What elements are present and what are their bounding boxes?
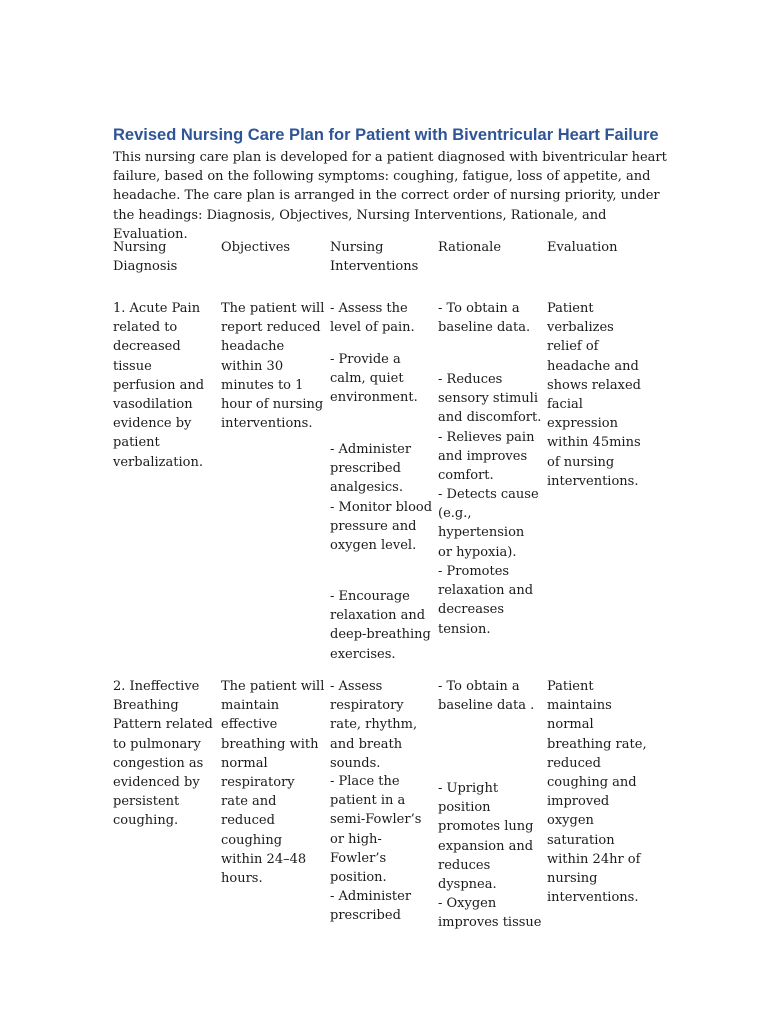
row1-intervention-3: - Administer prescribed analgesics. <box>330 442 412 496</box>
row2-intervention-2: - Place the patient in a semi-Fowler’s or high-Fowler’s position. <box>330 774 422 886</box>
intro-paragraph: This nursing care plan is developed for a patient diagnosed with biventricular heart failure, based on the following symptoms: coughing, fatigue, loss of appetite, and headache. The care plan is arranged in the correct order of nursing priority, under the headings: Diagnosis, Objectives, Nursing Interventions, Rationale, and Evaluation. <box>113 150 667 242</box>
row2-evaluation: Patient maintains normal breathing rate, reduced coughing and improved oxygen saturation within 24hr of nursing interventions. <box>547 679 647 906</box>
row1-intervention-5: - Encourage relaxation and deep-breathing exercises. <box>330 589 431 662</box>
header-rationale: Rationale <box>438 240 502 255</box>
row2-rationale-3: - Oxygen improves tissue <box>438 896 542 931</box>
row1-rationale-3: - Relieves pain and improves comfort. <box>438 430 535 484</box>
row2-objective: The patient will maintain effective breathing with normal respiratory rate and reduced coughing within 24–48 hours. <box>221 679 325 887</box>
row2-rationale-2: - Upright position promotes lung expansion and reduces dyspnea. <box>438 781 534 893</box>
row2-intervention-3: - Administer prescribed <box>330 889 412 924</box>
row2-rationale-1: - To obtain a baseline data . <box>438 679 535 714</box>
row1-intervention-2: - Provide a calm, quiet environment. <box>330 352 418 406</box>
row1-evaluation: Patient verbalizes relief of headache and shows relaxed facial expression within 45mins of nursing interventions. <box>547 301 641 489</box>
row2-diagnosis: 2. Ineffective Breathing Pattern related to pulmonary congestion as evidenced by persistent coughing. <box>113 679 213 829</box>
header-objectives: Objectives <box>221 240 291 255</box>
row1-rationale-2: - Reduces sensory stimuli and discomfort. <box>438 372 542 426</box>
row2-intervention-1: - Assess respiratory rate, rhythm, and breath sounds. <box>330 679 418 771</box>
row1-rationale-4: - Detects cause (e.g., hypertension or hypoxia). <box>438 487 539 560</box>
row1-intervention-4: - Monitor blood pressure and oxygen level. <box>330 500 433 554</box>
document-title: Revised Nursing Care Plan for Patient with Biventricular Heart Failure <box>113 126 659 144</box>
row1-rationale-1: - To obtain a baseline data. <box>438 301 531 336</box>
row1-diagnosis: 1. Acute Pain related to decreased tissue perfusion and vasodilation evidence by patient verbalization. <box>113 301 205 470</box>
header-nursing-interventions: Nursing Interventions <box>330 240 419 275</box>
row1-rationale-5: - Promotes relaxation and decreases tension. <box>438 564 534 637</box>
header-evaluation: Evaluation <box>547 240 618 255</box>
row1-intervention-1: - Assess the level of pain. <box>330 301 415 336</box>
header-nursing-diagnosis: Nursing Diagnosis <box>113 240 178 275</box>
row1-objective: The patient will report reduced headache within 30 minutes to 1 hour of nursing interventions. <box>221 301 325 432</box>
